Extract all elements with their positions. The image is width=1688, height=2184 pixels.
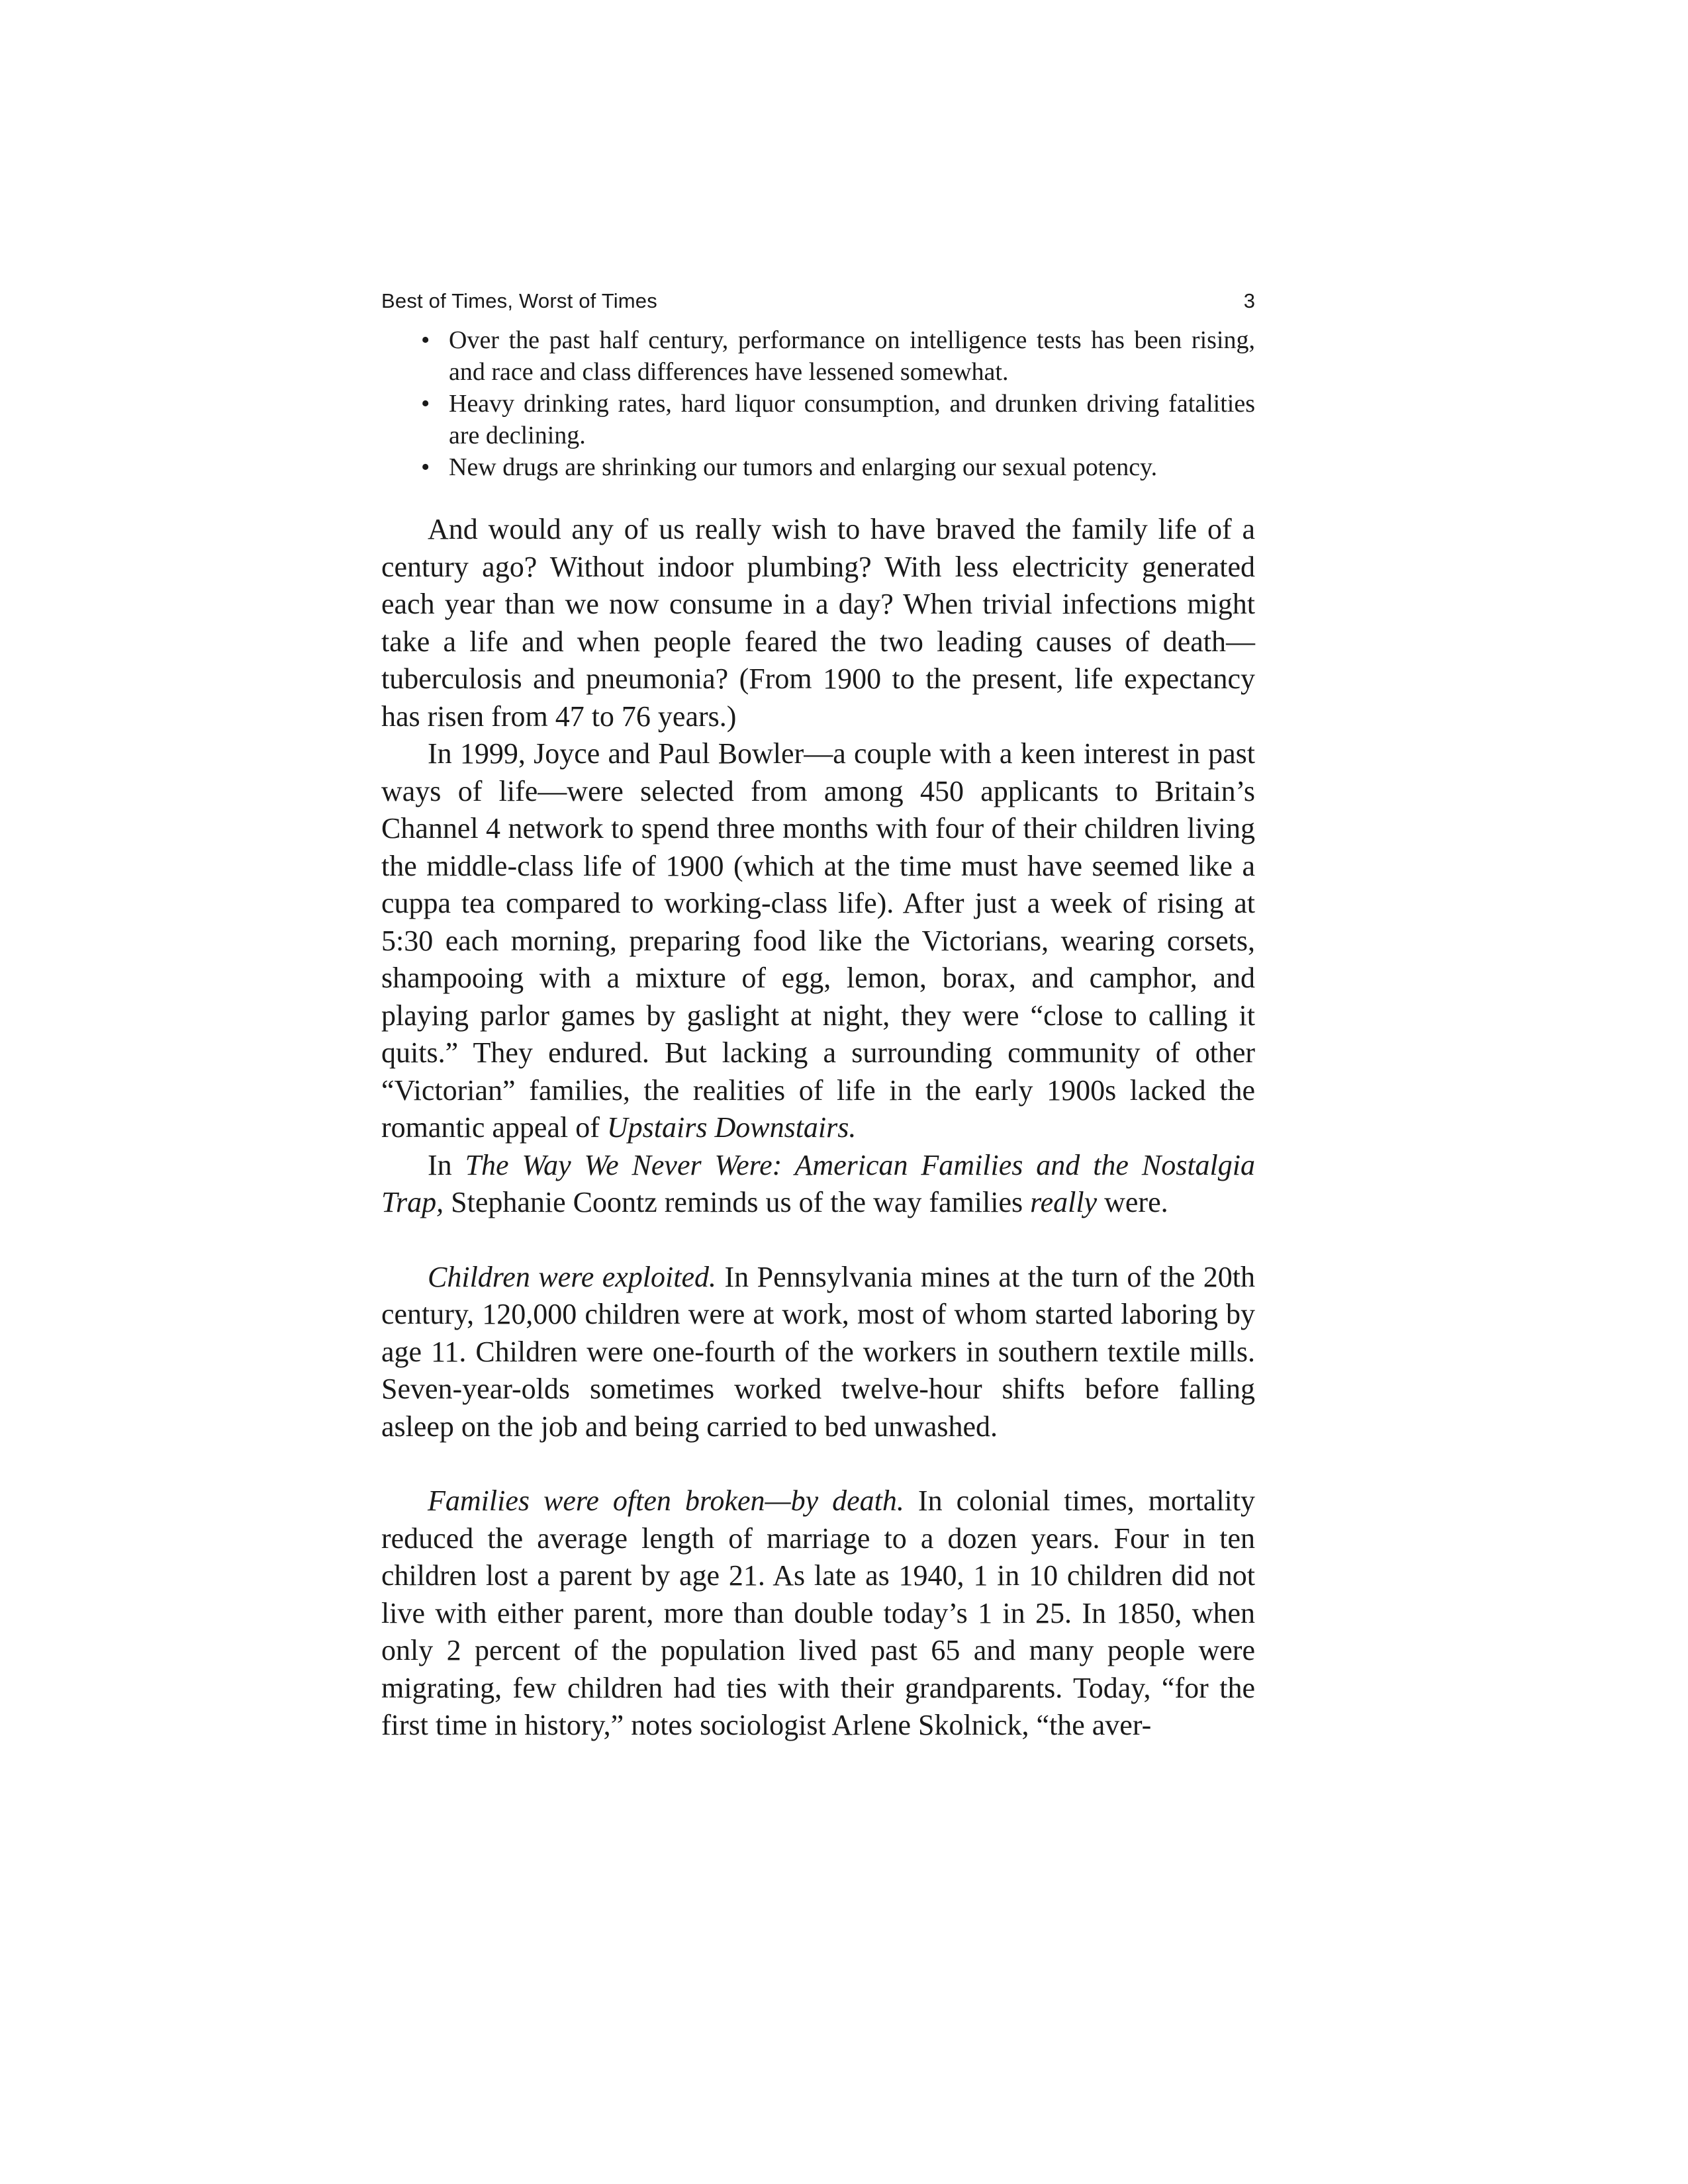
list-item-text: Over the past half century, performance on intelligence tests has been rising, and race and class differences have lessened somewhat. <box>449 326 1255 386</box>
section-lead: Children were exploited. <box>428 1260 716 1293</box>
paragraph-text: In 1999, Joyce and Paul Bowler—a couple with a keen interest in past ways of life—were selected from among 450 applicants to Britain’s Channel 4 network to spend three months with four of their children living the middle-class life of 1900 (which at the time must have seemed like a cuppa tea compared to working-class life). After just a week of rising at 5:30 each morning, preparing food like the Victorians, wearing corsets, shampooing with a mixture of egg, lemon, borax, and camphor, and playing parlor games by gaslight at night, they were “close to calling it quits.” They endured. But lacking a surrounding community of other “Victorian” families, the realities of life in the early 1900s lacked the romantic appeal of <box>381 737 1255 1144</box>
section-paragraph <box>381 1482 1255 1745</box>
paragraph-text: Stephanie Coontz reminds us of the way families <box>444 1186 1031 1218</box>
list-item-text: New drugs are shrinking our tumors and enlarging our sexual potency. <box>449 453 1158 481</box>
book-page <box>381 285 1255 1774</box>
paragraph-text: In colonial times, mortality reduced the average length of marriage to a dozen years. Four in ten children lost a parent by age 21. As late as 1940, 1 in 10 children did not live with either parent, more than double today’s 1 in 25. In 1850, when only 2 percent of the population lived past 65 and many people were migrating, few children had ties with their grandparents. Today, “for the first time in history,” notes sociologist Arlene Skolnick, “the aver- <box>381 1484 1256 1741</box>
page-number: 3 <box>1243 289 1255 312</box>
bullet-icon: • <box>421 390 430 418</box>
running-head-title: Best of Times, Worst of Times <box>381 289 657 312</box>
body-text <box>381 511 1255 1745</box>
show-title: Upstairs Downstairs. <box>606 1111 857 1144</box>
list-item <box>381 324 1255 388</box>
bullet-icon: • <box>421 326 430 354</box>
paragraph <box>381 735 1255 1147</box>
paragraph-text: In Pennsylvania mines at the turn of the 20th century, 120,000 children were at work, most of whom started laboring by age 11. Children were one-fourth of the workers in southern textile mills. Seven-year-olds sometimes worked twelve-hour shifts before falling asleep on the job and being carried to bed unwashed. <box>381 1260 1255 1443</box>
paragraph-text: In <box>428 1148 465 1181</box>
list-item <box>381 451 1255 483</box>
running-head <box>381 285 1255 318</box>
paragraph-text: And would any of us really wish to have braved the family life of a century ago? Without indoor plumbing? With less electricity generated each year than we now consume in a day? When trivial infections might take a life and when people feared the two leading causes of death—tuberculosis and pneumonia? (From 1900 to the present, life expectancy has risen from 47 to 76 years.) <box>381 513 1255 733</box>
list-item-text: Heavy drinking rates, hard liquor consumption, and drunken driving fatalities are declining. <box>449 390 1255 449</box>
emphasis: really <box>1030 1186 1098 1218</box>
paragraph-text: were. <box>1097 1186 1168 1218</box>
section-lead: Families were often broken—by death. <box>428 1484 904 1517</box>
paragraph <box>381 1147 1255 1222</box>
paragraph <box>381 511 1255 735</box>
bullet-icon: • <box>421 453 430 481</box>
bullet-list <box>381 324 1255 483</box>
book-title: The Way We Never Were: American Families and the Nostalgia Trap, <box>381 1148 1255 1218</box>
section-paragraph <box>381 1259 1255 1446</box>
list-item <box>381 388 1255 451</box>
